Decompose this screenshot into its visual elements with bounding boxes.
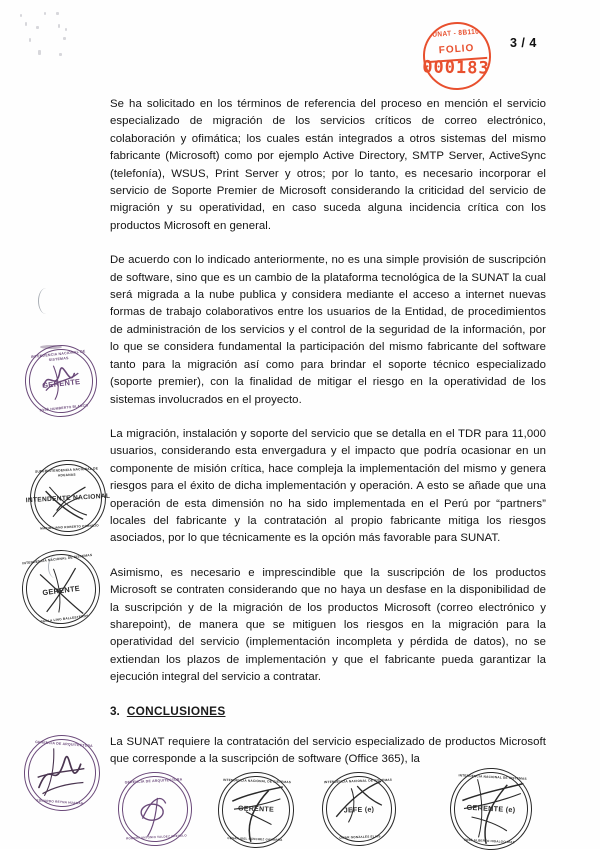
stamp-arc-bottom-text: ROBERT ANTONIO VALDEZ AREVALO	[126, 833, 187, 841]
paragraph-3: La migración, instalación y soporte del servicio que se detalla en el TDR para 11,000 usuarios, considerando esta envergadura y el impacto que podría ocasionar en un componente de misión crítica, hace compleja la implementación del mismo y genera riesgos para el éxito de dicha implementación y operación. A esto se añade que una operación de esta dimensión no ha sido implementada en el Perú por “partners” locales del fabricante y la contratación al propio fabricante mitiga los riesgos asociados, por lo que técnicamente es la opción más favorable para SUNAT.	[110, 427, 546, 545]
scan-speck	[29, 38, 31, 42]
stamp-inner-ring	[452, 770, 530, 848]
stamp-gerente-desarrollo	[217, 771, 296, 850]
scan-speck	[58, 24, 60, 28]
scan-artifact-smudge	[40, 345, 62, 349]
stamp-arc-top-text: GERENCIA DE ARQUITECTURA	[124, 777, 183, 785]
stamp-outer-ring	[21, 732, 102, 813]
section-heading-conclusiones	[110, 704, 546, 718]
scan-speck	[20, 14, 22, 17]
scan-speck	[36, 26, 39, 29]
stamp-inner-ring	[26, 737, 99, 810]
stamp-gerente-operaciones	[448, 766, 534, 852]
stamp-outer-ring	[321, 771, 398, 848]
paragraph-4: Asimismo, es necesario e imprescindible que la suscripción de los productos Microsoft se contraten considerando que no haya un desfase en la disponibilidad de la suscripción y de la migración de los productos Microsoft (correo electrónico y sharepoint), de manera que se mitiguen los riesgos en la migración para la operatividad del servicio (implementación incompleta y pérdida de datos), no se extiendan los plazos de implementación y que el fabricante pueda garantizar la ejecución integral del servicio a contratar.	[110, 566, 546, 684]
scan-speck	[59, 53, 62, 56]
stamp-inner-ring	[325, 775, 393, 843]
scan-speck	[65, 28, 67, 31]
stamp-gerente-sistemas	[21, 341, 100, 420]
scan-speck	[56, 12, 59, 15]
stamp-center-label: INTENDENTE NACIONAL	[25, 493, 111, 505]
stamp-outer-ring	[217, 771, 296, 850]
stamp-arc-top-text: INTENDENCIA NACIONAL DE SISTEMAS	[323, 777, 393, 785]
stamp-outer-ring	[448, 766, 534, 852]
stamp-inner-ring	[120, 774, 189, 843]
stamp-center-label: GERENTE	[41, 583, 81, 598]
stamp-signature	[448, 766, 534, 852]
stamp-arc-bottom-text: JOSÉ ALBERTO HIDALGO DÍAZ	[463, 837, 515, 845]
stamp-arc-top-text: INTENDENCIA NACIONAL DE SISTEMAS	[30, 349, 86, 363]
page-number: 3 / 4	[510, 36, 537, 50]
stamp-gerencia-arquitectura-1	[21, 732, 102, 813]
stamp-jefe-seguridad	[321, 771, 398, 848]
stamp-signature	[116, 770, 194, 848]
folio-stamp-ring-text: SUNAT - 8B1100	[427, 27, 484, 40]
stamp-outer-ring	[28, 458, 108, 538]
stamp-inner-ring	[26, 346, 96, 416]
stamp-center-label: GERENTE	[41, 377, 81, 390]
paragraph-2: De acuerdo con lo indicado anteriormente, no es una simple provisión de suscripción de software, sino que es un cambio de la plataforma tecnológica de la SUNAT la cual será migrada a la nube publica y considera mediante el acceso a internet nuevas formas de trabajo colaborativos entre los usuarios de la Entidad, de procedimientos de administración de los servicios y el control de la seguridad de la información, por lo que se considera fundamental la participación del mismo fabricante del software tanto para la migración así como para brindar el soporte técnico especializado (soporte premier), con la finalidad de mitigar el riesgo en la operatividad de los sistemas involucrados en el proyecto.	[110, 254, 546, 406]
stamp-arc-bottom-text: JOSÉ HUMBERTO BLANCO	[39, 403, 89, 413]
document-body	[110, 96, 546, 768]
stamp-signature	[21, 732, 102, 813]
stamp-arc-bottom-text: EDUARDO REYNA HUAMÁN	[36, 798, 84, 806]
conclusiones-paragraph: La SUNAT requiere la contratación del servicio especializado de productos Microsoft que corresponde a la suscripción de software (Office 365), la	[110, 735, 546, 765]
stamp-center-label: JEFE (e)	[343, 806, 375, 815]
scan-speck	[44, 12, 46, 15]
scan-artifact-arc	[38, 288, 55, 314]
folio-number: 000183	[422, 57, 490, 79]
stamp-signature	[217, 771, 296, 850]
stamp-arc-top-text: INTENDENCIA NACIONAL DE SISTEMAS	[222, 777, 292, 785]
stamp-gerencia-arquitectura-2	[116, 770, 194, 848]
stamp-inner-ring	[32, 462, 103, 533]
scan-artifact-arc	[48, 556, 63, 578]
paragraph-1: Se ha solicitado en los términos de referencia del proceso en mención el servicio especializado de migración de los servicios críticos de correo electrónico, colaboración y ofimática; los cuales están integrados a otros sistemas del mismo fabricante (Microsoft) como por ejemplo Active Directory, SMTP Server, ActiveSync (telefonía), WSUS, Print Server y otros; por lo tanto, es necesario incorporar el servicio de Soporte Premier de Microsoft considerando la criticidad del servicio de migración y su operatividad, en caso suceda alguna incidencia crítica con los productos Microsoft en general.	[110, 98, 546, 232]
scan-speck	[38, 50, 41, 55]
folio-stamp	[421, 20, 494, 93]
section-number: 3.	[110, 703, 120, 718]
stamp-arc-bottom-text: CÉSAR IDEL SÁNCHEZ GAMARRA	[227, 836, 283, 842]
stamp-inner-ring	[221, 775, 291, 845]
stamp-center-label: GERENTE (e)	[466, 802, 516, 815]
stamp-center-label: GERENTE	[237, 805, 275, 814]
stamp-outer-ring	[21, 341, 100, 420]
stamp-arc-bottom-text: MAXIMILIANO ROBERTO CORNEJO	[40, 523, 99, 531]
section-title: CONCLUSIONES	[126, 703, 226, 718]
stamp-arc-top-text: INTENDENCIA NACIONAL DE SISTEMAS	[22, 552, 93, 566]
stamp-arc-top-text: GERENCIA DE ARQUITECTURA	[35, 740, 93, 749]
scan-speck	[25, 22, 27, 26]
stamp-signature	[321, 771, 398, 848]
scan-speck	[63, 37, 66, 40]
stamp-arc-bottom-text: PAOLA LINO BALLESTEROS	[40, 613, 89, 624]
stamp-arc-top-text: INTENDENCIA NACIONAL DE SISTEMAS	[458, 773, 527, 781]
stamp-arc-bottom-text: OMAR GONZALES ELIAS	[339, 834, 381, 840]
stamp-signature	[21, 341, 100, 420]
folio-stamp-label: FOLIO	[438, 42, 475, 57]
stamp-intendente-nacional	[25, 458, 111, 538]
stamp-arc-top-text: SUPERINTENDENCIA NACIONAL DE ADUANAS	[34, 466, 99, 478]
stamp-signature	[28, 458, 108, 538]
stamp-outer-ring	[116, 770, 194, 848]
